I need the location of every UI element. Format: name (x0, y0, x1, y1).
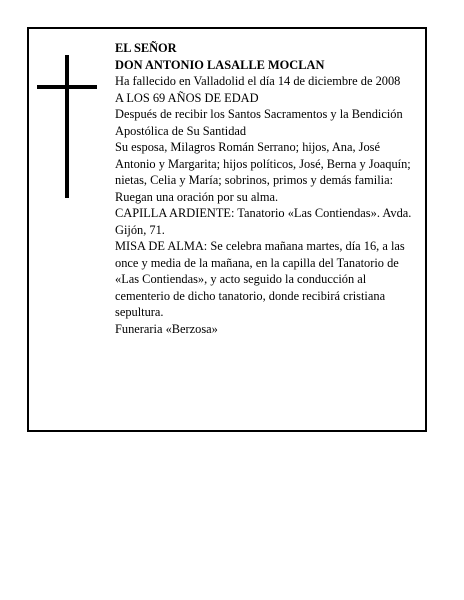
age-statement: A LOS 69 AÑOS DE EDAD (115, 90, 259, 105)
funeral-home: Funeraria «Berzosa» (115, 321, 218, 336)
notice-title: EL SEÑOR (115, 41, 177, 55)
sacraments-statement: Después de recibir los Santos Sacramentos y la Bendición Apostólica de Su Santidad (115, 107, 403, 138)
death-statement: Ha fallecido en Valladolid el día 14 de diciembre de 2008 (115, 74, 401, 88)
prayer-request: Ruegan una oración por su alma. (115, 189, 279, 204)
family-list: Su esposa, Milagros Román Serrano; hijos, Ana, José Antonio y Margarita; hijos políticos, José, Berna y Joaquín; nietas, Celia y María; sobrinos, primos y demás familia: (115, 140, 411, 187)
mass-info: MISA DE ALMA: Se celebra mañana martes, día 16, a las once y media de la mañana, en la capilla del Tanatorio de «Las Contiendas», y acto seguido la conducción al cementerio de dicho tanatorio, donde recibirá cristiana sepultura. (115, 239, 405, 319)
obituary-text (115, 40, 420, 337)
cross-vertical-bar (65, 55, 69, 198)
cross-horizontal-bar (37, 85, 97, 89)
cross-icon (37, 55, 97, 198)
deceased-name: DON ANTONIO LASALLE MOCLAN (115, 57, 325, 72)
chapel-info: CAPILLA ARDIENTE: Tanatorio «Las Contiendas». Avda. Gijón, 71. (115, 206, 412, 237)
